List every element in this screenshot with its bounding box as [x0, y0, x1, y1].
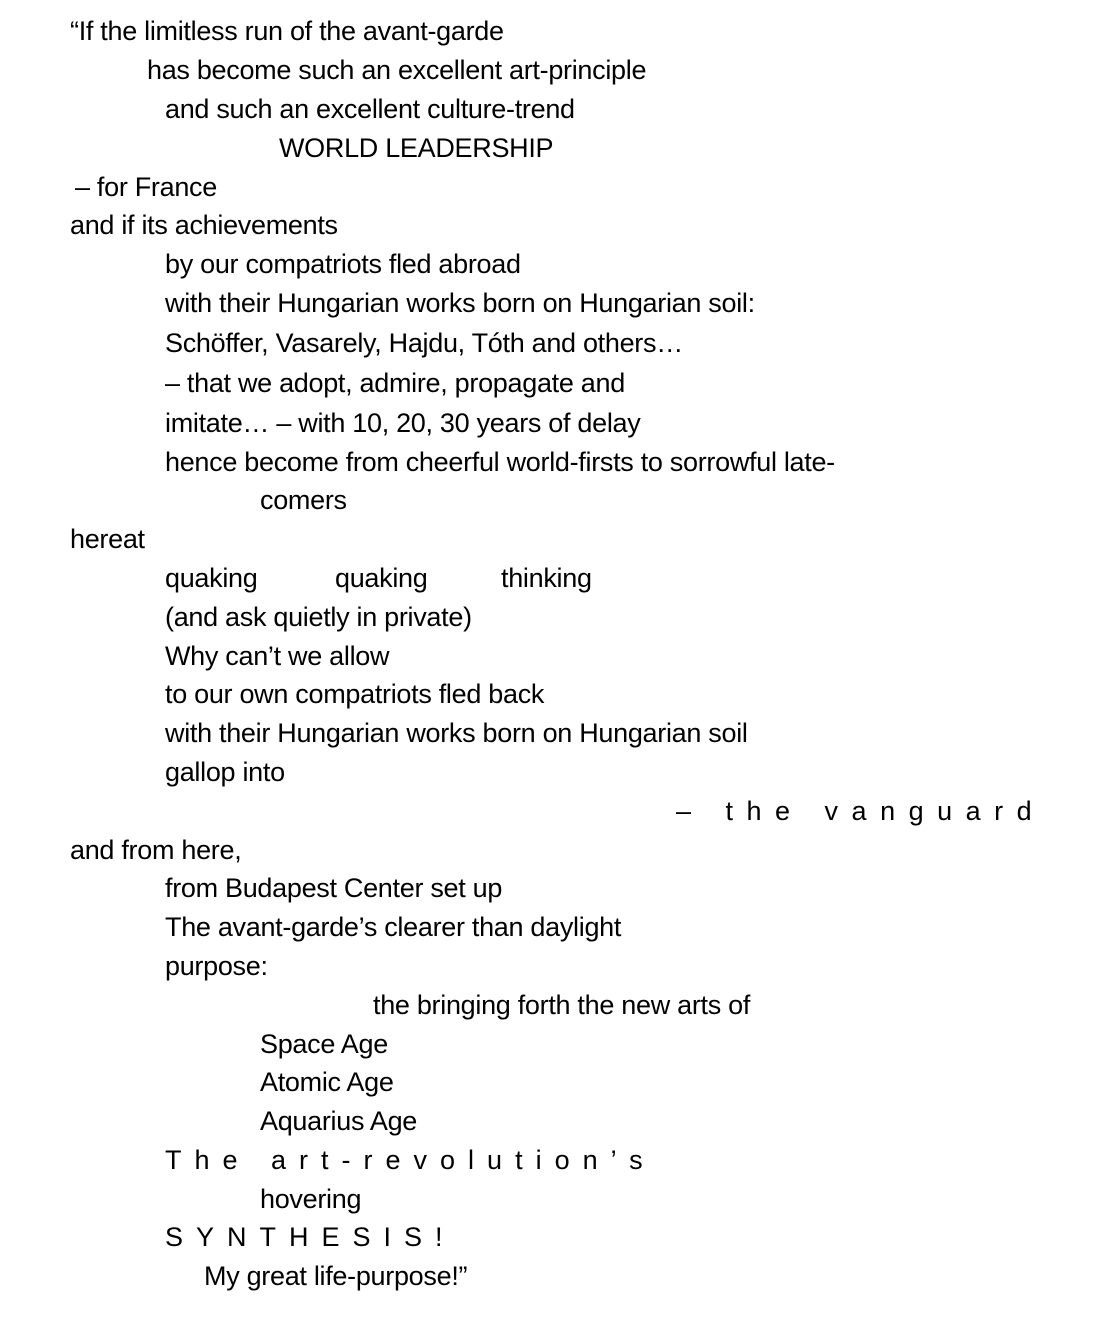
poem-line: “If the limitless run of the avant-garde	[70, 16, 504, 46]
poem-line: – the vanguard	[676, 796, 1046, 826]
poem-line: Space Age	[260, 1029, 388, 1059]
poem-line: and from here,	[70, 835, 242, 865]
poem-line: thinking	[501, 563, 592, 593]
poem-line: the bringing forth the new arts of	[373, 990, 751, 1020]
poem-line: The avant-garde’s clearer than daylight	[165, 912, 622, 942]
poem-line: gallop into	[165, 757, 285, 787]
poem-line: comers	[260, 485, 347, 515]
poem-line: The art-revolution’s	[165, 1145, 656, 1175]
poem-line: with their Hungarian works born on Hungarian soil:	[165, 288, 755, 318]
poem-line: (and ask quietly in private)	[165, 602, 472, 632]
poem-line: and such an excellent culture-trend	[165, 94, 575, 124]
poem-line: Schöffer, Vasarely, Hajdu, Tóth and others…	[165, 328, 683, 358]
poem-line: Aquarius Age	[260, 1106, 418, 1136]
poem-line: and if its achievements	[70, 210, 338, 240]
poem-line: WORLD LEADERSHIP	[279, 133, 554, 163]
poem-line: quaking	[335, 563, 428, 593]
poem-line: has become such an excellent art-principle	[147, 55, 647, 85]
poem-line: purpose:	[165, 951, 268, 981]
poem-line: with their Hungarian works born on Hungarian soil	[165, 718, 748, 748]
poem-line: – for France	[75, 172, 217, 202]
poem-line: My great life-purpose!”	[204, 1261, 468, 1291]
poem-line: – that we adopt, admire, propagate and	[165, 368, 625, 398]
poem-line: from Budapest Center set up	[165, 873, 503, 903]
poem-line: to our own compatriots fled back	[165, 679, 545, 709]
poem-line: Why can’t we allow	[165, 641, 390, 671]
poem-line: hereat	[70, 524, 145, 554]
poem-line: Atomic Age	[260, 1067, 394, 1097]
poem-line: hence become from cheerful world-firsts to sorrowful late-	[165, 447, 835, 477]
poem-line: quaking	[165, 563, 258, 593]
poem-line: hovering	[260, 1184, 362, 1214]
poem-line: by our compatriots fled abroad	[165, 249, 521, 279]
poem-line: imitate… – with 10, 20, 30 years of delay	[165, 408, 641, 438]
poem-line: SYNTHESIS!	[165, 1222, 456, 1252]
